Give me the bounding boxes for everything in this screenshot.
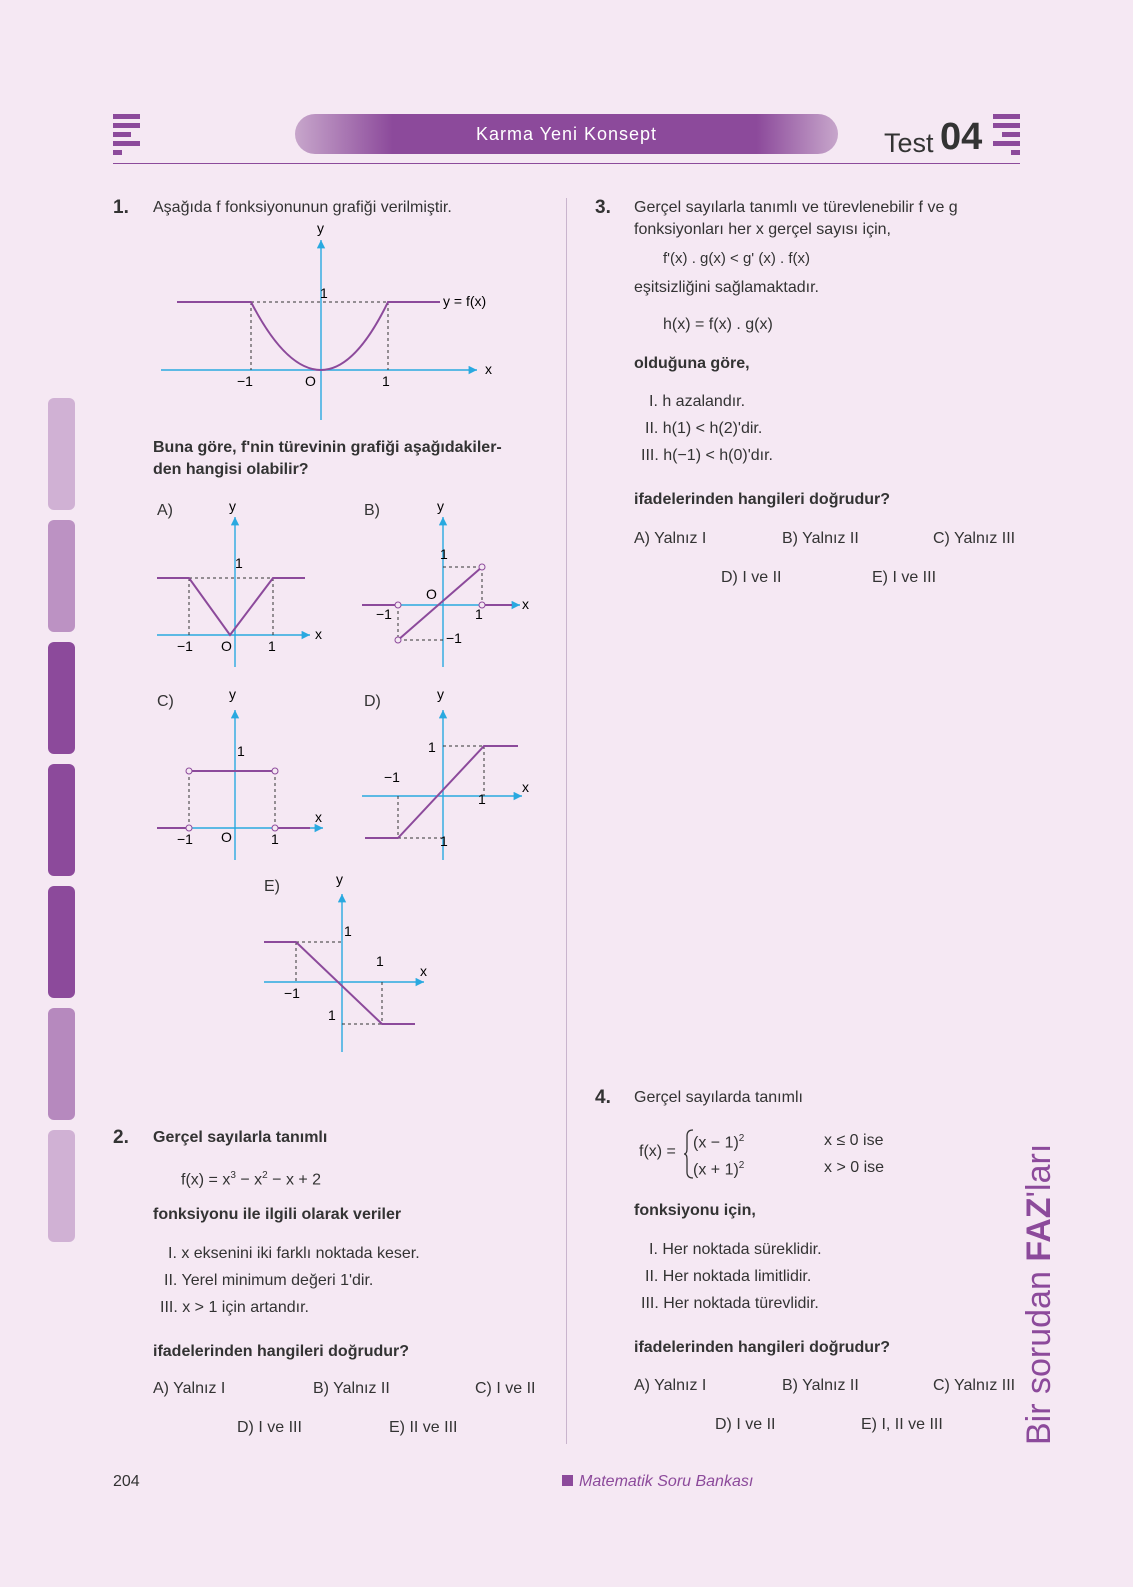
q3-number: 3. xyxy=(595,197,611,218)
q3-given: olduğuna göre, xyxy=(634,355,750,372)
q4-number: 4. xyxy=(595,1087,611,1108)
e-t3: 1 xyxy=(328,1007,336,1023)
side-slogan: Bir sorudan FAZ'ları xyxy=(1020,1143,1058,1445)
q4-intro: Gerçel sayılarda tanımlı xyxy=(634,1089,803,1106)
q2-number: 2. xyxy=(113,1127,129,1148)
q3-question: ifadelerinden hangileri doğrudur? xyxy=(634,491,891,508)
q4-question: ifadelerinden hangileri doğrudur? xyxy=(634,1339,891,1356)
q1-option-b-label[interactable]: B) xyxy=(364,502,380,519)
a-y: y xyxy=(229,498,236,514)
q4-item-3: III. Her noktada türevlidir. xyxy=(641,1295,819,1312)
q3-answer-a[interactable]: A) Yalnız I xyxy=(634,530,707,547)
tick-pos1: 1 xyxy=(382,373,390,389)
side-tab xyxy=(48,398,75,510)
b-x: x xyxy=(522,596,529,612)
e-y: y xyxy=(336,872,343,887)
q1-option-a-graph[interactable] xyxy=(155,495,335,675)
func-label: y = f(x) xyxy=(443,293,487,309)
q2-intro: Gerçel sayılarla tanımlı xyxy=(153,1129,328,1146)
q3-item-2: II. h(1) < h(2)'dir. xyxy=(645,420,763,437)
b-y: y xyxy=(437,498,444,514)
origin-label: O xyxy=(305,373,316,389)
q4-f-lhs: f(x) = xyxy=(639,1143,676,1160)
b-t2: 1 xyxy=(475,606,483,622)
side-tab xyxy=(48,764,75,876)
q2-answer-b[interactable]: B) Yalnız II xyxy=(313,1380,390,1397)
b-o: O xyxy=(426,586,437,602)
q1-text: Aşağıda f fonksiyonunun grafiği verilmiştir. xyxy=(153,199,452,216)
e-tn1: −1 xyxy=(284,985,300,1001)
q2-given: fonksiyonu ile ilgili olarak veriler xyxy=(153,1206,402,1223)
e-t2: 1 xyxy=(376,953,384,969)
q3-answer-b[interactable]: B) Yalnız II xyxy=(782,530,859,547)
c-o: O xyxy=(221,829,232,845)
square-icon xyxy=(562,1475,573,1486)
q2-answer-e[interactable]: E) II ve III xyxy=(389,1419,458,1436)
tick-1: 1 xyxy=(320,285,328,301)
q4-case2: $(x + 1)^2$ xyxy=(693,1160,745,1179)
q1-option-a-label[interactable]: A) xyxy=(157,502,173,519)
c-x: x xyxy=(315,809,322,825)
header-rule xyxy=(113,163,1020,164)
q1-option-d-label[interactable]: D) xyxy=(364,693,381,710)
a-t2: 1 xyxy=(268,638,276,654)
q1-option-b-graph[interactable] xyxy=(360,495,540,675)
d-x: x xyxy=(522,779,529,795)
q2-answer-c[interactable]: C) I ve II xyxy=(475,1380,536,1397)
d-t1: 1 xyxy=(428,739,436,755)
q4-case1: $(x - 1)^2$ xyxy=(693,1133,745,1152)
q4-answer-b[interactable]: B) Yalnız II xyxy=(782,1377,859,1394)
test-label: Test xyxy=(884,128,934,158)
page-number: 204 xyxy=(113,1473,140,1490)
side-tab xyxy=(48,520,75,632)
c-t1: 1 xyxy=(237,743,245,759)
q4-case1-cond: x ≤ 0 ise xyxy=(824,1132,884,1149)
e-x: x xyxy=(420,963,427,979)
q3-answer-d[interactable]: D) I ve II xyxy=(721,569,782,586)
q2-item-2: II. Yerel minimum değeri 1'dir. xyxy=(164,1272,374,1289)
q4-answer-e[interactable]: E) I, II ve III xyxy=(861,1416,943,1433)
column-divider xyxy=(566,198,567,1444)
q3-inequality: f'(x) . g(x) < g' (x) . f(x) xyxy=(663,250,810,267)
q1-question-line2: den hangisi olabilir? xyxy=(153,461,309,478)
test-number: 04 xyxy=(940,116,983,158)
side-tab xyxy=(48,886,75,998)
q4-item-2: II. Her noktada limitlidir. xyxy=(645,1268,812,1285)
d-t2: 1 xyxy=(478,791,486,807)
label-x: x xyxy=(485,361,492,377)
q2-function: $f(x) = x^3 - x^2 - x + 2$ xyxy=(181,1170,322,1189)
q2-item-3: III. x > 1 için artandır. xyxy=(160,1299,309,1316)
q4-answer-a[interactable]: A) Yalnız I xyxy=(634,1377,707,1394)
b-tn1: −1 xyxy=(376,606,392,622)
q3-answer-c[interactable]: C) Yalnız III xyxy=(933,530,1016,547)
q4-given: fonksiyonu için, xyxy=(634,1202,756,1219)
q3-item-3: III. h(−1) < h(0)'dır. xyxy=(641,447,773,464)
e-t1: 1 xyxy=(344,923,352,939)
q1-option-d-graph[interactable] xyxy=(360,688,540,868)
q4-case2-cond: x > 0 ise xyxy=(824,1159,885,1176)
c-y: y xyxy=(229,688,236,702)
d-y: y xyxy=(437,688,444,702)
q2-answer-d[interactable]: D) I ve III xyxy=(237,1419,302,1436)
q1-number: 1. xyxy=(113,197,129,218)
banner-title: Karma Yeni Konsept xyxy=(475,123,658,144)
q4-answer-c[interactable]: C) Yalnız III xyxy=(933,1377,1016,1394)
q3-item-1: I. h azalandır. xyxy=(649,393,746,410)
a-t1: 1 xyxy=(235,555,243,571)
q1-option-e-label[interactable]: E) xyxy=(264,878,280,895)
c-tn1: −1 xyxy=(177,831,193,847)
q4-answer-d[interactable]: D) I ve II xyxy=(715,1416,776,1433)
header-banner xyxy=(295,114,838,154)
q1-option-c-label[interactable]: C) xyxy=(157,693,174,710)
q3-text-line2: fonksiyonları her x gerçel sayısı için, xyxy=(634,221,891,238)
d-t3: 1 xyxy=(440,833,448,849)
q2-question: ifadelerinden hangileri doğrudur? xyxy=(153,1343,410,1360)
a-x: x xyxy=(315,626,322,642)
q1-question-line1: Buna göre, f'nin türevinin grafiği aşağıdakiler- xyxy=(153,439,502,456)
side-tab xyxy=(48,642,75,754)
q1-option-c-graph[interactable] xyxy=(155,688,335,868)
q3-text-line1: Gerçel sayılarla tanımlı ve türevlenebilir f ve g xyxy=(634,199,958,216)
f-curve xyxy=(177,302,440,370)
side-tab xyxy=(48,1130,75,1242)
c-t2: 1 xyxy=(271,831,279,847)
q2-item-1: I. x eksenini iki farklı noktada keser. xyxy=(168,1245,420,1262)
footer-brand: Matematik Soru Bankası xyxy=(562,1473,753,1491)
q3-h-def: h(x) = f(x) . g(x) xyxy=(663,316,773,333)
b-t3: −1 xyxy=(446,630,462,646)
q3-answer-e[interactable]: E) I ve III xyxy=(872,569,937,586)
tick-neg1: −1 xyxy=(237,373,253,389)
q1-main-graph xyxy=(155,220,515,425)
q1-option-e-graph[interactable] xyxy=(262,872,442,1057)
a-tn1: −1 xyxy=(177,638,193,654)
d-tn1: −1 xyxy=(384,769,400,785)
side-tab xyxy=(48,1008,75,1120)
label-y: y xyxy=(317,220,324,236)
q3-satisfies: eşitsizliğini sağlamaktadır. xyxy=(634,279,819,296)
b-t1: 1 xyxy=(440,546,448,562)
a-o: O xyxy=(221,638,232,654)
q2-answer-a[interactable]: A) Yalnız I xyxy=(153,1380,226,1397)
q4-item-1: I. Her noktada süreklidir. xyxy=(649,1241,822,1258)
